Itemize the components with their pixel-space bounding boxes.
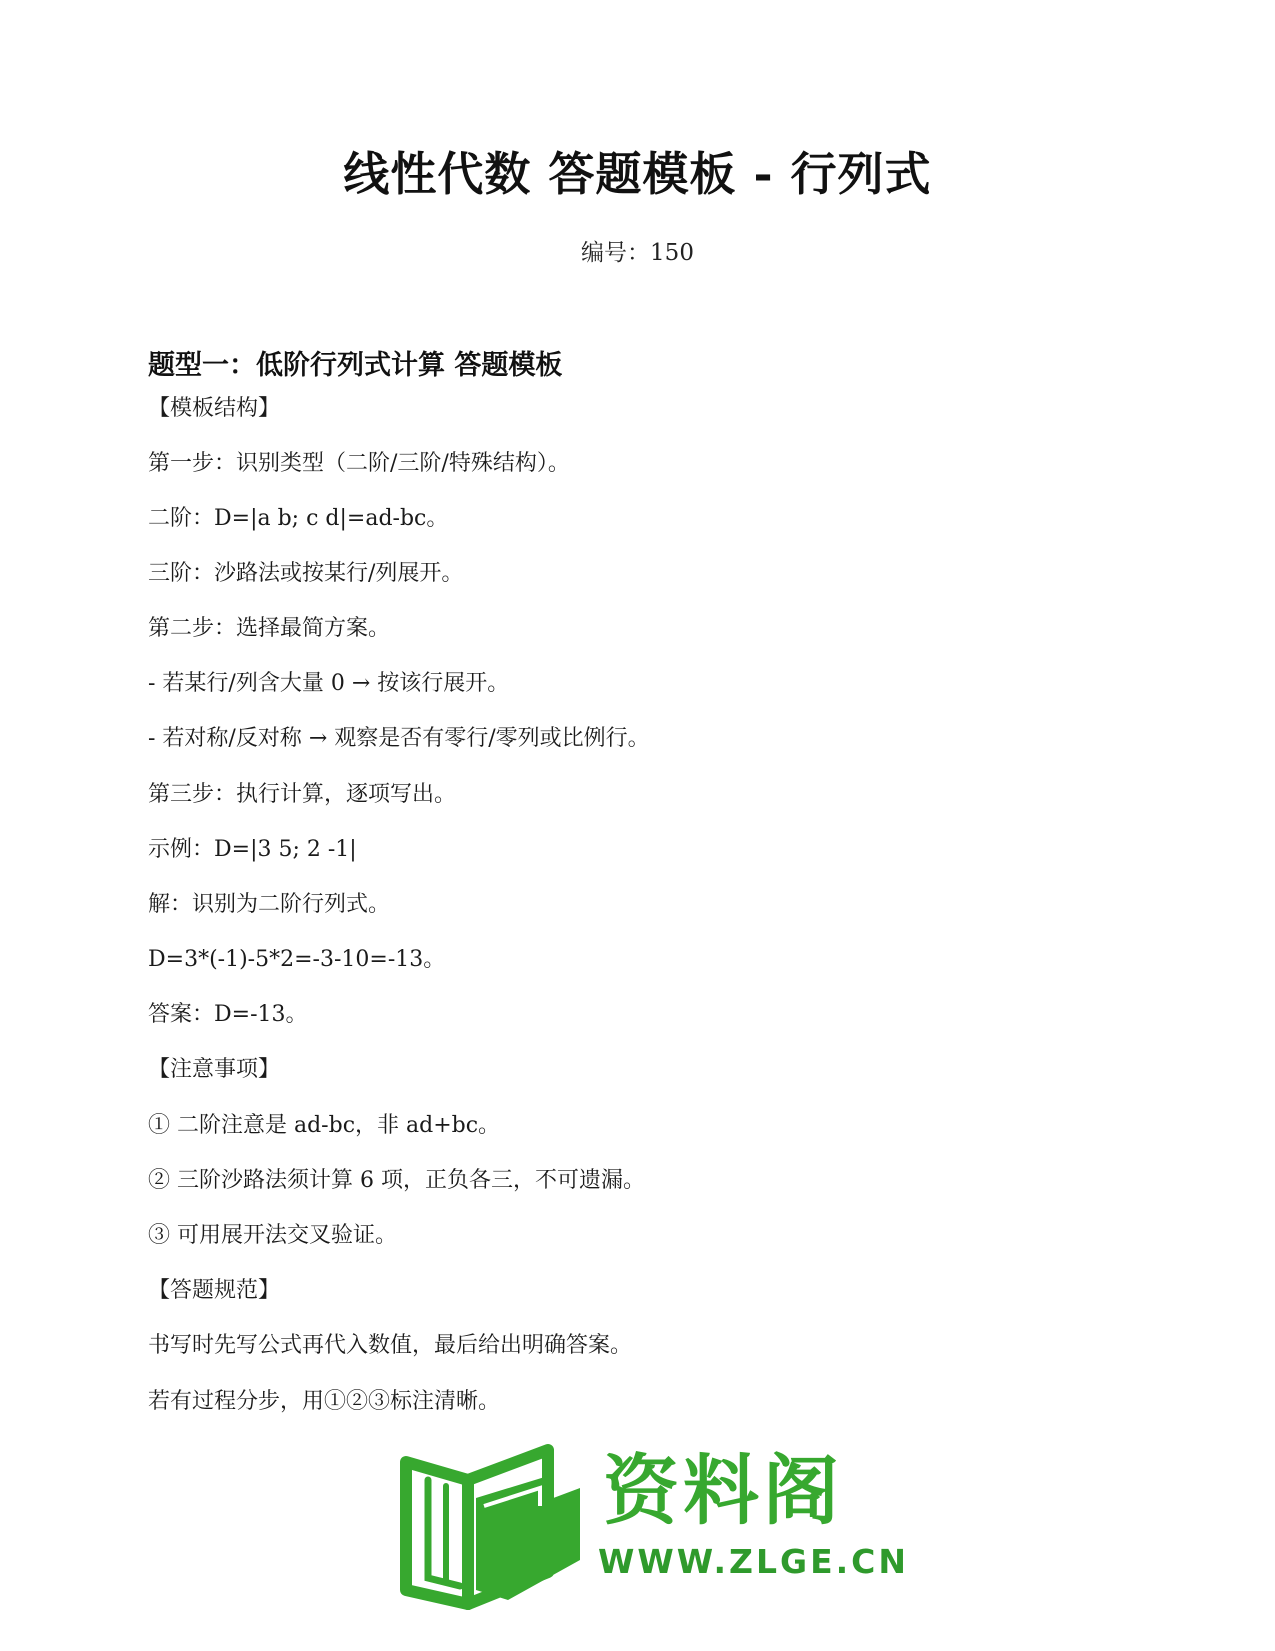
- watermark: [398, 1440, 910, 1615]
- notes-heading: 【注意事项】: [148, 1057, 281, 1082]
- second-order-line: 二阶：D=|a b; c d|=ad-bc。: [148, 506, 449, 531]
- page-title: 线性代数 答题模板 - 行列式: [343, 147, 932, 201]
- section-heading: 题型一：低阶行列式计算 答题模板: [148, 350, 563, 381]
- note-item-3: ③ 可用展开法交叉验证。: [148, 1223, 397, 1248]
- calculation-line: D=3*(-1)-5*2=-3-10=-13。: [148, 947, 446, 972]
- third-order-line: 三阶：沙路法或按某行/列展开。: [148, 561, 464, 586]
- step-three-line: 第三步：执行计算，逐项写出。: [148, 782, 457, 807]
- norms-line-1: 书写时先写公式再代入数值，最后给出明确答案。: [148, 1333, 633, 1358]
- note-item-1: ① 二阶注意是 ad-bc，非 ad+bc。: [148, 1113, 501, 1138]
- document-number: 编号：150: [581, 240, 694, 266]
- watermark-brand: 资料阁: [603, 1446, 843, 1535]
- step-two-line: 第二步：选择最简方案。: [148, 616, 391, 641]
- zero-row-tip-line: - 若某行/列含大量 0 → 按该行展开。: [148, 671, 510, 696]
- template-structure-heading: 【模板结构】: [148, 396, 281, 421]
- answer-norms-heading: 【答题规范】: [148, 1278, 281, 1303]
- example-line: 示例：D=|3 5; 2 -1|: [148, 837, 357, 862]
- watermark-url[interactable]: WWW.ZLGE.CN: [598, 1542, 910, 1581]
- symmetric-tip-line: - 若对称/反对称 → 观察是否有零行/零列或比例行。: [148, 726, 650, 751]
- answer-line: 答案：D=-13。: [148, 1002, 308, 1027]
- solution-line: 解：识别为二阶行列式。: [148, 892, 391, 917]
- norms-line-2: 若有过程分步，用①②③标注清晰。: [148, 1389, 501, 1414]
- step-one-line: 第一步：识别类型（二阶/三阶/特殊结构）。: [148, 451, 570, 476]
- note-item-2: ② 三阶沙路法须计算 6 项，正负各三，不可遗漏。: [148, 1168, 645, 1193]
- book-folder-logo-icon: [398, 1440, 588, 1615]
